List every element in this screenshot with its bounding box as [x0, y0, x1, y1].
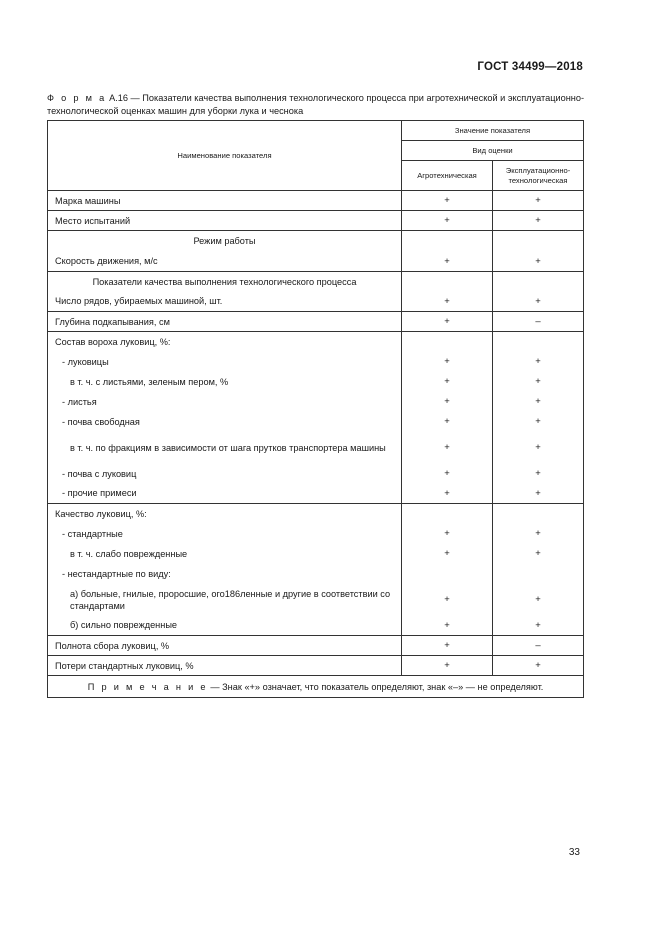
table-row — [48, 312, 584, 332]
expl-mark: + — [493, 292, 584, 312]
expl-mark: + — [493, 484, 584, 504]
row-label: Число рядов, убираемых машиной, шт. — [48, 292, 402, 312]
row-label: б) сильно поврежденные — [48, 616, 402, 636]
table-row — [48, 464, 584, 484]
agro-mark: + — [402, 636, 493, 656]
expl-mark: + — [493, 656, 584, 676]
group-heading: Качество луковиц, %: — [48, 504, 402, 524]
table-row — [48, 211, 584, 231]
header-agrotechnical: Агротехническая — [402, 161, 493, 191]
document-code: ГОСТ 34499—2018 — [477, 61, 583, 73]
row-label: - нестандартные по виду: — [48, 564, 402, 584]
agro-mark — [402, 272, 493, 292]
table-row — [48, 524, 584, 544]
agro-mark: + — [402, 211, 493, 231]
expl-mark: + — [493, 616, 584, 636]
expl-mark — [493, 231, 584, 252]
agro-mark — [402, 231, 493, 252]
agro-mark: + — [402, 372, 493, 392]
agro-mark: + — [402, 616, 493, 636]
table-row — [48, 504, 584, 524]
form-caption — [47, 92, 592, 118]
table-row — [48, 372, 584, 392]
agro-mark: + — [402, 312, 493, 332]
row-label: в т. ч. с листьями, зеленым пером, % — [48, 372, 402, 392]
agro-mark: + — [402, 412, 493, 432]
table-row — [48, 412, 584, 432]
expl-mark: + — [493, 211, 584, 231]
row-label: - почва свободная — [48, 412, 402, 432]
expl-mark: + — [493, 412, 584, 432]
agro-mark — [402, 332, 493, 352]
table-row — [48, 616, 584, 636]
row-label: Место испытаний — [48, 211, 402, 231]
form-caption-text: А.16 — Показатели качества выполнения технологического процесса при агротехнической и эксплуатационно-технологической оценках машин для уборки лука и чеснока — [47, 93, 585, 116]
table-note-row — [48, 676, 584, 698]
table-row — [48, 392, 584, 412]
table-row — [48, 564, 584, 584]
expl-mark: + — [493, 252, 584, 272]
expl-mark — [493, 272, 584, 292]
row-label: - почва с луковиц — [48, 464, 402, 484]
expl-mark: – — [493, 312, 584, 332]
page-number: 33 — [568, 847, 580, 858]
agro-mark: + — [402, 392, 493, 412]
row-label: - листья — [48, 392, 402, 412]
expl-mark: + — [493, 352, 584, 372]
row-label: Глубина подкапывания, см — [48, 312, 402, 332]
table-row — [48, 544, 584, 564]
agro-mark: + — [402, 524, 493, 544]
agro-mark: + — [402, 432, 493, 464]
row-label: Скорость движения, м/с — [48, 252, 402, 272]
note-text: — Знак «+» означает, что показатель определяют, знак «–» — не определяют. — [207, 681, 544, 692]
agro-mark — [402, 504, 493, 524]
table-row — [48, 332, 584, 352]
expl-mark: + — [493, 372, 584, 392]
agro-mark: + — [402, 292, 493, 312]
expl-mark — [493, 564, 584, 584]
header-indicator-name: Наименование показателя — [48, 121, 402, 191]
expl-mark: + — [493, 544, 584, 564]
expl-mark: + — [493, 392, 584, 412]
row-label: - луковицы — [48, 352, 402, 372]
agro-mark: + — [402, 584, 493, 616]
indicators-table — [47, 120, 584, 698]
row-label: Потери стандартных луковиц, % — [48, 656, 402, 676]
form-word: Ф о р м а — [47, 93, 107, 103]
agro-mark: + — [402, 544, 493, 564]
table-row — [48, 292, 584, 312]
table-row — [48, 272, 584, 292]
expl-mark — [493, 332, 584, 352]
row-label: Полнота сбора луковиц, % — [48, 636, 402, 656]
table-row — [48, 656, 584, 676]
table-row — [48, 432, 584, 464]
row-label: в т. ч. слабо поврежденные — [48, 544, 402, 564]
header-evaluation-type: Вид оценки — [402, 141, 584, 161]
agro-mark: + — [402, 191, 493, 211]
note-word: П р и м е ч а н и е — [87, 681, 208, 692]
table-row — [48, 352, 584, 372]
expl-mark: + — [493, 464, 584, 484]
agro-mark: + — [402, 252, 493, 272]
agro-mark — [402, 564, 493, 584]
section-heading: Показатели качества выполнения технологического процесса — [48, 272, 402, 292]
table-row — [48, 231, 584, 252]
table-row — [48, 191, 584, 211]
table-row — [48, 252, 584, 272]
header-operational: Эксплуатационно-технологическая — [493, 161, 584, 191]
section-heading: Режим работы — [48, 231, 402, 252]
expl-mark: – — [493, 636, 584, 656]
agro-mark: + — [402, 484, 493, 504]
agro-mark: + — [402, 464, 493, 484]
row-label: Марка машины — [48, 191, 402, 211]
header-value: Значение показателя — [402, 121, 584, 141]
row-label: в т. ч. по фракциям в зависимости от шага прутков транспортера машины — [48, 432, 402, 464]
expl-mark: + — [493, 191, 584, 211]
group-heading: Состав вороха луковиц, %: — [48, 332, 402, 352]
table-note — [48, 676, 584, 698]
table-row — [48, 636, 584, 656]
row-label: а) больные, гнилые, проросшие, ого186ленные и другие в соответствии со стандартами — [48, 584, 402, 616]
expl-mark: + — [493, 432, 584, 464]
expl-mark: + — [493, 584, 584, 616]
agro-mark: + — [402, 352, 493, 372]
expl-mark: + — [493, 524, 584, 544]
row-label: - стандартные — [48, 524, 402, 544]
expl-mark — [493, 504, 584, 524]
row-label: - прочие примеси — [48, 484, 402, 504]
table-row — [48, 584, 584, 616]
table-row — [48, 484, 584, 504]
agro-mark: + — [402, 656, 493, 676]
